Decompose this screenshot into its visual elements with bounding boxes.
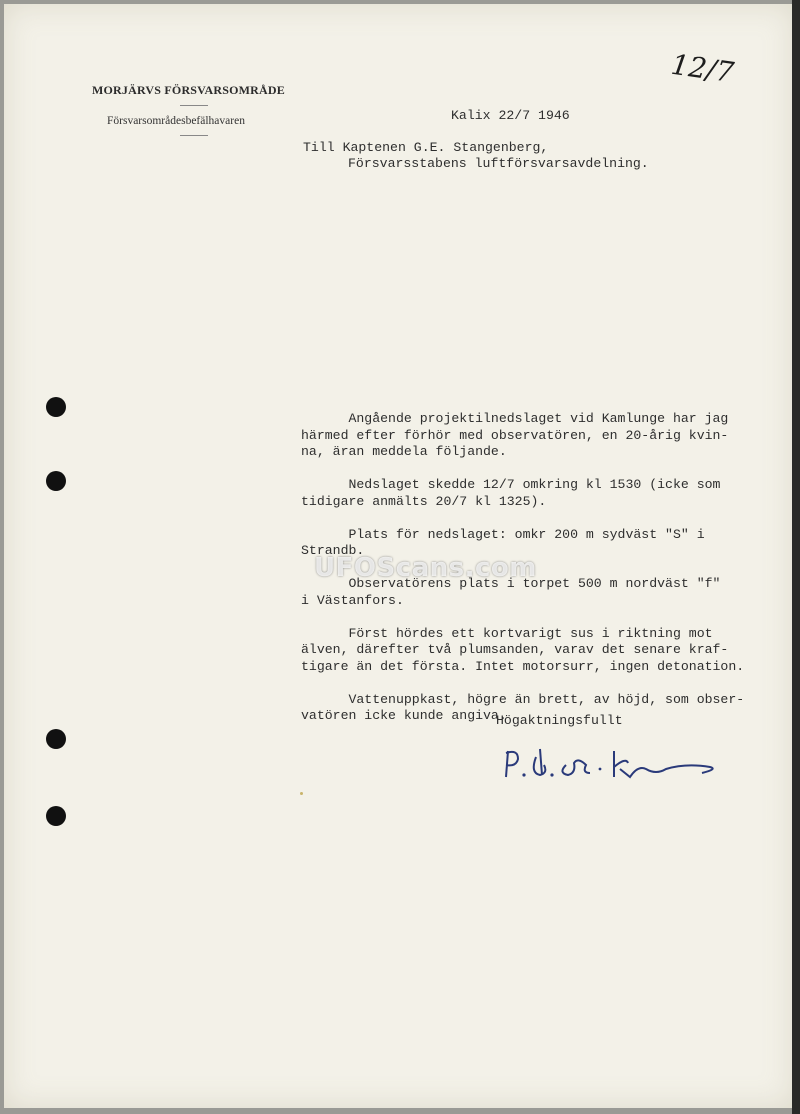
watermark: UFOScans.com	[314, 553, 537, 583]
place-date: Kalix 22/7 1946	[451, 108, 570, 123]
paper-speck	[300, 792, 303, 795]
letterhead-divider	[180, 105, 208, 106]
letterhead-office: Försvarsområdesbefälhavaren	[107, 115, 245, 127]
punch-hole	[46, 397, 66, 417]
punch-hole	[46, 806, 66, 826]
letterhead-organization: MORJÄRVS FÖRSVARSOMRÅDE	[92, 83, 285, 97]
letterhead-divider-lower	[180, 135, 208, 136]
punch-hole	[46, 471, 66, 491]
punch-hole	[46, 729, 66, 749]
letter-page	[4, 4, 794, 1108]
handwritten-note: 12/7	[669, 47, 736, 90]
scan-edge	[792, 0, 800, 1114]
recipient-line-2: Försvarsstabens luftförsvarsavdelning.	[348, 156, 649, 171]
recipient-line-1: Till Kaptenen G.E. Stangenberg,	[303, 140, 549, 155]
closing: Högaktningsfullt	[496, 713, 623, 728]
signature	[496, 739, 726, 789]
letter-body: Angående projektilnedslaget vid Kamlunge har jag härmed efter förhör med observatören, en 20-årig kvin- na, äran meddela följande. Nedslaget skedde 12/7 omkring kl 1530 (icke som tidigare anmälts 20/7 kl 1325). Plats för nedslaget: omkr 200 m sydväst "S" i Strandb. Observatörens plats i torpet 500 m nordväst "f" i Västanfors. Först hördes ett kortvarigt sus i riktning mot älven, därefter två plumsanden, varav det senare kraf- tigare än det första. Intet motorsurr, ingen detonation. Vattenuppkast, högre än brett, av höjd, som obser- vatören icke kunde angiva.	[301, 411, 745, 723]
